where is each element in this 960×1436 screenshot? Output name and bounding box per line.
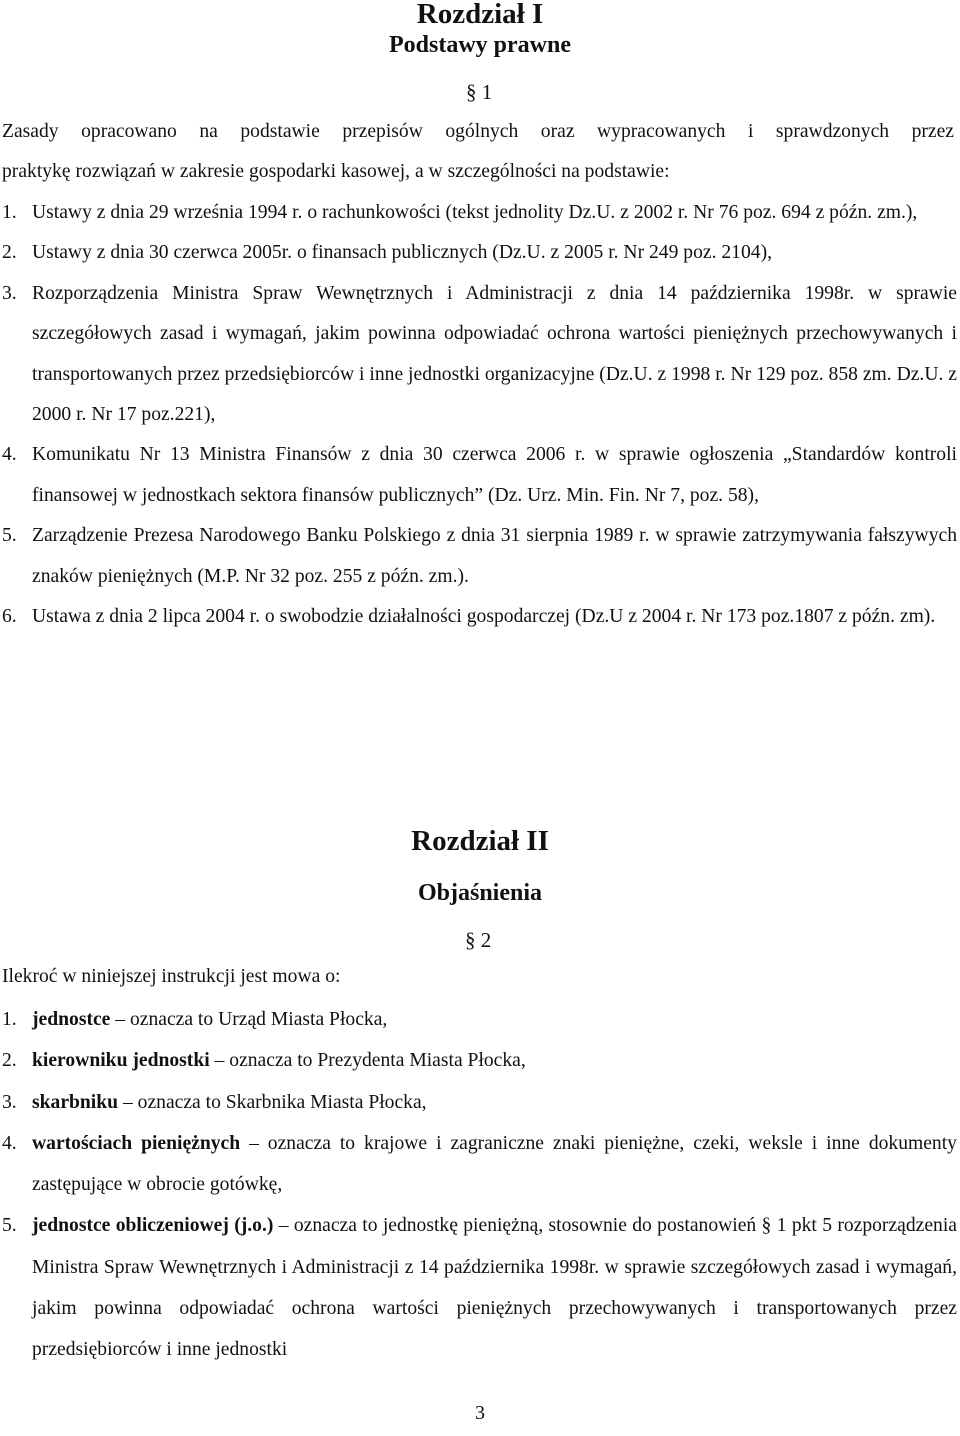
definition-term: wartościach pieniężnych [32, 1132, 241, 1154]
definition-term: kierowniku jednostki [32, 1050, 210, 1072]
list-item-text: Komunikatu Nr 13 Ministra Finansów z dnia 30 czerwca 2006 r. w sprawie ogłoszenia „Standardów kontroli finansowej w jednostkach sektora finansów publicznych” (Dz. Urz. Min. Fin. Nr 7, poz. 58), [32, 444, 957, 506]
definition-term: jednostce obliczeniowej (j.o.) [32, 1215, 274, 1237]
chapter-1-paragraph-mark: § 1 [466, 80, 493, 104]
list-item [2, 1205, 957, 1370]
list-item-number: 3. [2, 282, 17, 304]
definition-term: skarbniku [32, 1091, 119, 1113]
chapter-2-subtitle: Objaśnienia [417, 880, 543, 906]
chapter-2-definitions-list [2, 999, 957, 1371]
chapter-1-subtitle: Podstawy prawne [388, 32, 571, 58]
chapter-1-legal-basis-list [2, 193, 957, 637]
list-item-number: 2. [2, 1050, 17, 1072]
list-item [2, 274, 957, 436]
chapter-1-intro-line-2: praktykę rozwiązań w zakresie gospodarki kasowej, a w szczególności na podstawie: [2, 161, 670, 182]
definition-text: – oznacza to jednostkę pieniężną, stosownie do postanowień § 1 pkt 5 rozporządzenia Ministra Spraw Wewnętrznych i Administracji z 14 października 1998r. w sprawie szczegółowych zasad i wymagań, jakim powinna odpowiadać ochrona wartości pieniężnych przechowywanych i transportowanych przez przedsiębiorców i inne jednostki [32, 1215, 957, 1361]
list-item-number: 5. [2, 525, 17, 547]
list-item-number: 4. [2, 1132, 17, 1154]
list-item [2, 233, 957, 273]
definition-text: – oznacza to Prezydenta Miasta Płocka, [209, 1050, 526, 1072]
definition-text: – oznacza to Skarbnika Miasta Płocka, [118, 1091, 427, 1113]
definition-term: jednostce [32, 1009, 111, 1030]
list-item-text: Ustawa z dnia 2 lipca 2004 r. o swobodzie działalności gospodarczej (Dz.U z 2004 r. Nr 173 poz.1807 z późn. zm). [32, 606, 936, 628]
list-item-number: 5. [2, 1215, 17, 1237]
list-item [2, 516, 957, 597]
list-item-number: 6. [2, 606, 17, 628]
list-item [2, 1123, 957, 1206]
list-item [2, 1040, 957, 1081]
list-item [2, 193, 957, 233]
page-number: 3 [475, 1402, 485, 1424]
definition-text: – oznacza to Urząd Miasta Płocka, [110, 1009, 388, 1030]
chapter-1-intro-line-1: Zasady opracowano na podstawie przepisów ogólnych oraz wypracowanych i sprawdzonych przez [2, 121, 954, 142]
definition-text: – oznacza to krajowe i zagraniczne znaki pieniężne, czeki, weksle i inne dokumenty zastępujące w obrocie gotówkę, [32, 1132, 957, 1196]
list-item [2, 1082, 957, 1123]
list-item [2, 999, 957, 1040]
list-item-number: 1. [2, 1009, 17, 1030]
chapter-2-paragraph-mark: § 2 [465, 928, 492, 952]
chapter-2-intro: Ilekroć w niniejszej instrukcji jest mowa o: [2, 966, 341, 987]
list-item-number: 3. [2, 1091, 17, 1113]
list-item-text: Ustawy z dnia 29 września 1994 r. o rachunkowości (tekst jednolity Dz.U. z 2002 r. Nr 76 poz. 694 z późn. zm.), [32, 202, 918, 223]
list-item-text: Rozporządzenia Ministra Spraw Wewnętrznych i Administracji z dnia 14 października 1998r. w sprawie szczegółowych zasad i wymagań, jakim powinna odpowiadać ochrona wartości pieniężnych przechowywanych i transportowanych przez przedsiębiorców i inne jednostki organizacyjne (Dz.U. z 1998 r. Nr 129 poz. 858 zm. Dz.U. z 2000 r. Nr 17 poz.221), [32, 282, 957, 426]
list-item-text: Ustawy z dnia 30 czerwca 2005r. o finansach publicznych (Dz.U. z 2005 r. Nr 249 poz. 2104), [32, 242, 772, 264]
list-item-text: Zarządzenie Prezesa Narodowego Banku Polskiego z dnia 31 sierpnia 1989 r. w sprawie zatrzymywania fałszywych znaków pieniężnych (M.P. Nr 32 poz. 255 z późn. zm.). [32, 525, 957, 587]
list-item [2, 435, 957, 516]
list-item-number: 1. [2, 202, 17, 223]
chapter-1-title: Rozdział I [416, 0, 544, 30]
chapter-2-title: Rozdział II [411, 825, 549, 857]
list-item-number: 4. [2, 444, 17, 466]
list-item-number: 2. [2, 242, 17, 264]
list-item [2, 597, 957, 637]
